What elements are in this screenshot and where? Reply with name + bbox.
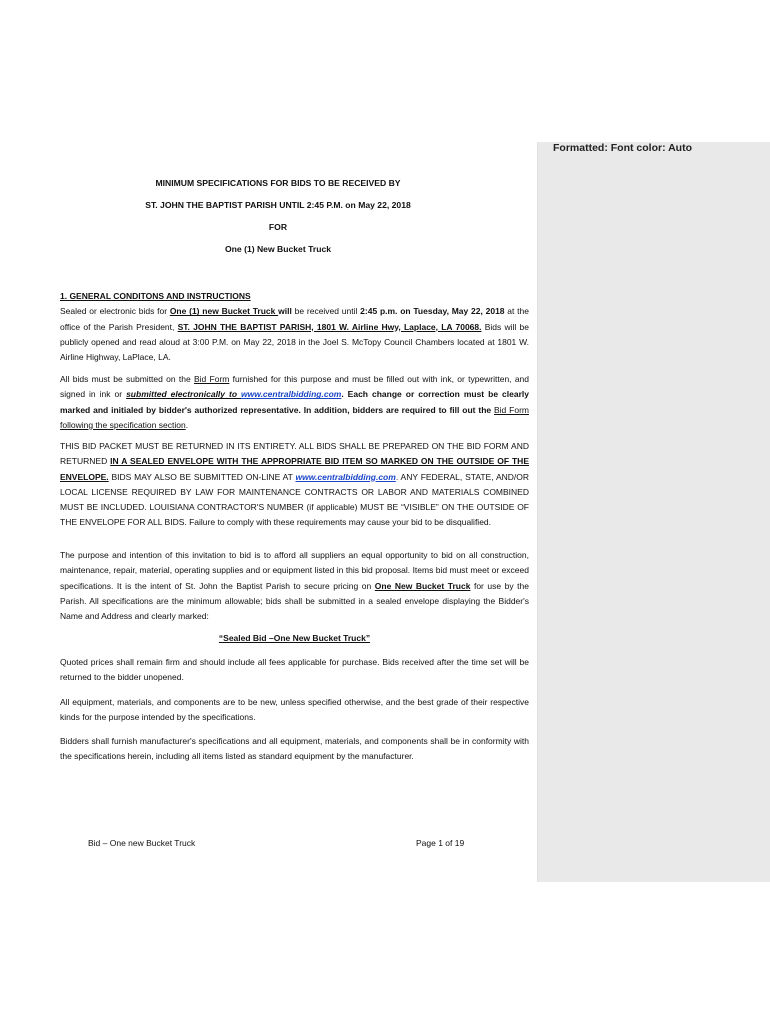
title-line-1: MINIMUM SPECIFICATIONS FOR BIDS TO BE RECEIVED BY xyxy=(155,178,401,188)
section-heading: 1. GENERAL CONDITONS AND INSTRUCTIONS xyxy=(60,291,251,301)
comment-label: Formatted: Font color: Auto xyxy=(553,142,693,154)
centralbidding-link[interactable]: www.centralbidding.com xyxy=(241,389,342,400)
title-line-2: ST. JOHN THE BAPTIST PARISH UNTIL 2:45 P.M. on May 22, 2018 xyxy=(145,200,411,210)
sealed-bid-label: “Sealed Bid –One New Bucket Truck” xyxy=(218,633,371,643)
section-1 xyxy=(60,289,529,365)
title-line-4: One (1) New Bucket Truck xyxy=(224,244,332,254)
paragraph-4: The purpose and intention of this invitation to bid is to afford all suppliers an equal opportunity to bid on all construction, maintenance, repair, material, operating supplies and or equipment listed in this bid proposal. Items bid must meet or exceed specifications. It is the intent of St. John the Baptist Parish to secure pricing on One New Bucket Truck for use by the Parish. All specifications are the minimum allowable; bids shall be submitted in a sealed envelope displaying the Bidder's Name and Address and clearly marked: xyxy=(60,550,529,622)
comment-pane xyxy=(537,142,770,882)
paragraph-1: Sealed or electronic bids for One (1) new Bucket Truck will be received until 2:45 p.m. on Tuesday, May 22, 2018 at the office of the Parish President, ST. JOHN THE BAPTIST PARISH, 1801 W. Airline Hwy, Laplace, LA 70068. Bids will be publicly opened and read aloud at 3:00 P.M. on May 22, 2018 in the Joel S. McTopy Council Chambers located at 1801 W. Airline Highway, LaPlace, LA. xyxy=(60,306,529,363)
paragraph-6: All equipment, materials, and components are to be new, unless specified otherwise, and the best grade of their respective kinds for the purpose intended by the specifications. xyxy=(60,697,529,723)
paragraph-3: THIS BID PACKET MUST BE RETURNED IN ITS ENTIRETY. ALL BIDS SHALL BE PREPARED ON THE BID FORM AND RETURNED IN A SEALED ENVELOPE WITH THE APPROPRIATE BID ITEM SO MARKED ON THE OUTSIDE OF THE ENVELOPE. BIDS MAY ALSO BE SUBMITTED ON-LINE AT www.centralbidding.com. ANY FEDERAL, STATE, AND/OR LOCAL LICENSE REQUIRED BY LAW FOR MAINTENANCE CONTRACTS OR LABOR AND MATERIALS COMBINED MUST BE INCLUDED. LOUISIANA CONTRACTOR'S NUMBER (if applicable) MUST BE “VISIBLE” ON THE OUTSIDE OF THE ENVELOPE FOR ALL BIDS. Failure to comply with these requirements may cause your bid to be disqualified. xyxy=(60,441,529,528)
paragraph-5: Quoted prices shall remain firm and should include all fees applicable for purchase. Bids received after the time set will be returned to the bidder unopened. xyxy=(60,657,529,683)
paragraph-2: All bids must be submitted on the Bid Form furnished for this purpose and must be filled out with ink, or typewritten, and signed in ink or submitted electronically to www.centralbidding.com. Each change or correction must be clearly marked and initialed by bidder's authorized representative. In addition, bidders are required to fill out the Bid Form following the specification section. xyxy=(60,374,529,430)
centralbidding-link-2[interactable]: www.centralbidding.com xyxy=(295,471,396,482)
paragraph-7: Bidders shall furnish manufacturer's specifications and all equipment, materials, and components shall be in conformity with the specifications herein, including all items listed as standard equipment by the manufacturer. xyxy=(60,736,529,762)
footer-page-number: Page 1 of 19 xyxy=(416,838,465,848)
footer-title: Bid – One new Bucket Truck xyxy=(88,838,196,848)
title-line-3: FOR xyxy=(268,222,288,232)
